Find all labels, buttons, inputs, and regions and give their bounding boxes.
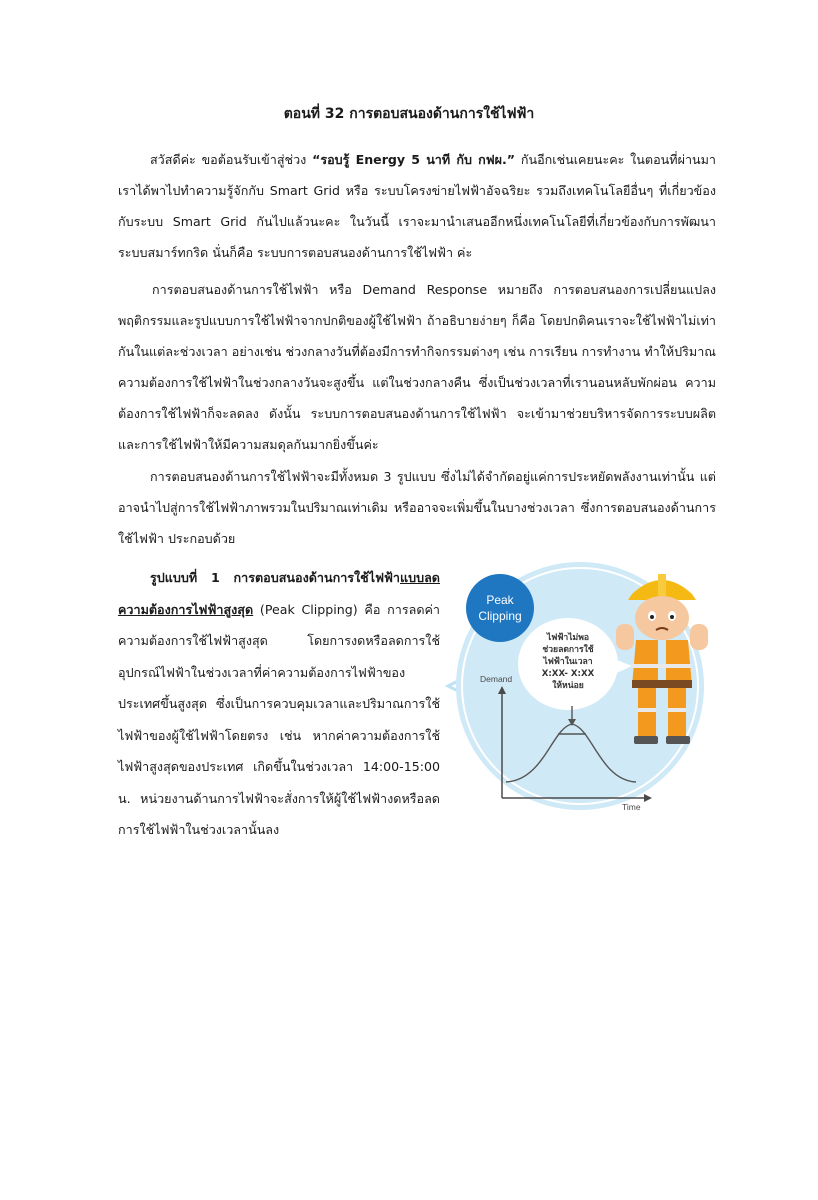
speech-line-1: ไฟฟ้าไม่พอ (546, 633, 590, 643)
types-paragraph (118, 461, 716, 554)
definition-paragraph (118, 274, 716, 460)
intro-paragraph (118, 144, 716, 268)
illustration-svg (440, 560, 730, 818)
peak-clipping-badge (466, 574, 534, 642)
peak-clipping-paragraph (118, 562, 440, 846)
speech-line-5: ให้หน่อย (552, 681, 584, 691)
definition-text: การตอบสนองด้านการใช้ไฟฟ้า หรือ Demand Response หมายถึง การตอบสนองการเปลี่ยนแปลงพฤติกรรมและรูปแบบการใช้ไฟฟ้าจากปกติของผู้ใช้ไฟฟ้า ถ้าอธิบายง่ายๆ ก็คือ โดยปกติคนเราจะใช้ไฟฟ้าไม่เท่ากันในแต่ละช่วงเวลา อย่างเช่น ช่วงกลางวันที่ต้องมีการทำกิจกรรมต่างๆ เช่น การเรียน การทำงาน ทำให้ปริมาณความต้องการใช้ไฟฟ้าในช่วงกลางวันจะสูงขึ้น แต่ในช่วงกลางคืน ซึ่งเป็นช่วงเวลาที่เรานอนหลับพักผ่อน ความต้องการใช้ไฟฟ้าก็จะลดลง ดังนั้น ระบบการตอบสนองด้านการใช้ไฟฟ้า จะเข้ามาช่วยบริหารจัดการระบบผลิต และการใช้ไฟฟ้าให้มีความสมดุลกันมากยิ่งขึ้นค่ะ (118, 282, 716, 452)
program-name: “รอบรู้ Energy 5 นาที กับ กฟผ.” (312, 152, 516, 167)
left-hand (616, 624, 634, 650)
badge-line-1: Peak (486, 593, 514, 607)
speech-line-2: ช่วยลดการใช้ (542, 645, 594, 655)
speech-line-3: ไฟฟ้าในเวลา (543, 657, 593, 667)
intro-rest: กันอีกเช่นเคยนะคะ ในตอนที่ผ่านมา เราได้พาไปทำความรู้จักกับ Smart Grid หรือ ระบบโครงข่ายไฟฟ้าอัจฉริยะ รวมถึงเทคโนโลยีอื่นๆ ที่เกี่ยวข้องกับระบบ Smart Grid กันไปแล้วนะคะ ในวันนี้ เราจะมานำเสนออีกหนึ่งเทคโนโลยีที่เกี่ยวข้องกับการพัฒนาระบบสมาร์ทกริด นั่นก็คือ ระบบการตอบสนองด้านการใช้ไฟฟ้า ค่ะ (118, 152, 717, 260)
intro-lead: สวัสดีค่ะ ขอต้อนรับเข้าสู่ช่วง (150, 152, 313, 167)
type1-heading-underlined: แบบลดความต้องการไฟฟ้าสูงสุด (118, 570, 440, 617)
y-axis-label: Demand (480, 674, 513, 684)
type1-description: (Peak Clipping) คือ การลดค่าความต้องการใช้ไฟฟ้าสูงสุด โดยการงดหรือลดการใช้อุปกรณ์ไฟฟ้าในช่วงเวลาที่ค่าความต้องการไฟฟ้าของประเทศขึ้นสูงสุด ซึ่งเป็นการควบคุมเวลาและปริมาณการใช้ไฟฟ้าของผู้ใช้ไฟฟ้าโดยตรง เช่น หากค่าความต้องการใช้ไฟฟ้าสูงสุดของประเทศ เกิดขึ้นในช่วงเวลา 14:00-15:00 น. หน่วยงานด้านการไฟฟ้าจะสั่งการให้ผู้ใช้ไฟฟ้างดหรือลดการใช้ไฟฟ้าในช่วงเวลานั้นลง (118, 601, 440, 837)
right-hand (690, 624, 708, 650)
badge-line-2: Clipping (478, 609, 522, 623)
speech-line-4: X:XX- X:XX (541, 669, 595, 679)
page-title: ตอนที่ 32 การตอบสนองด้านการใช้ไฟฟ้า (283, 106, 535, 122)
worker-face (635, 596, 689, 640)
peak-clipping-illustration (440, 560, 730, 818)
x-axis-label: Time (622, 802, 641, 812)
type1-heading: รูปแบบที่ 1 การตอบสนองด้านการใช้ไฟฟ้า (150, 570, 400, 585)
types-text: การตอบสนองด้านการใช้ไฟฟ้าจะมีทั้งหมด 3 รูปแบบ ซึ่งไม่ได้จำกัดอยู่แค่การประหยัดพลังงานเท่านั้น แต่อาจนำไปสู่การใช้ไฟฟ้าภาพรวมในปริมาณเท่าเดิม หรืออาจจะเพิ่มขึ้นในบางช่วงเวลา ซึ่งการตอบสนองด้านการใช้ไฟฟ้า ประกอบด้วย (118, 469, 716, 546)
